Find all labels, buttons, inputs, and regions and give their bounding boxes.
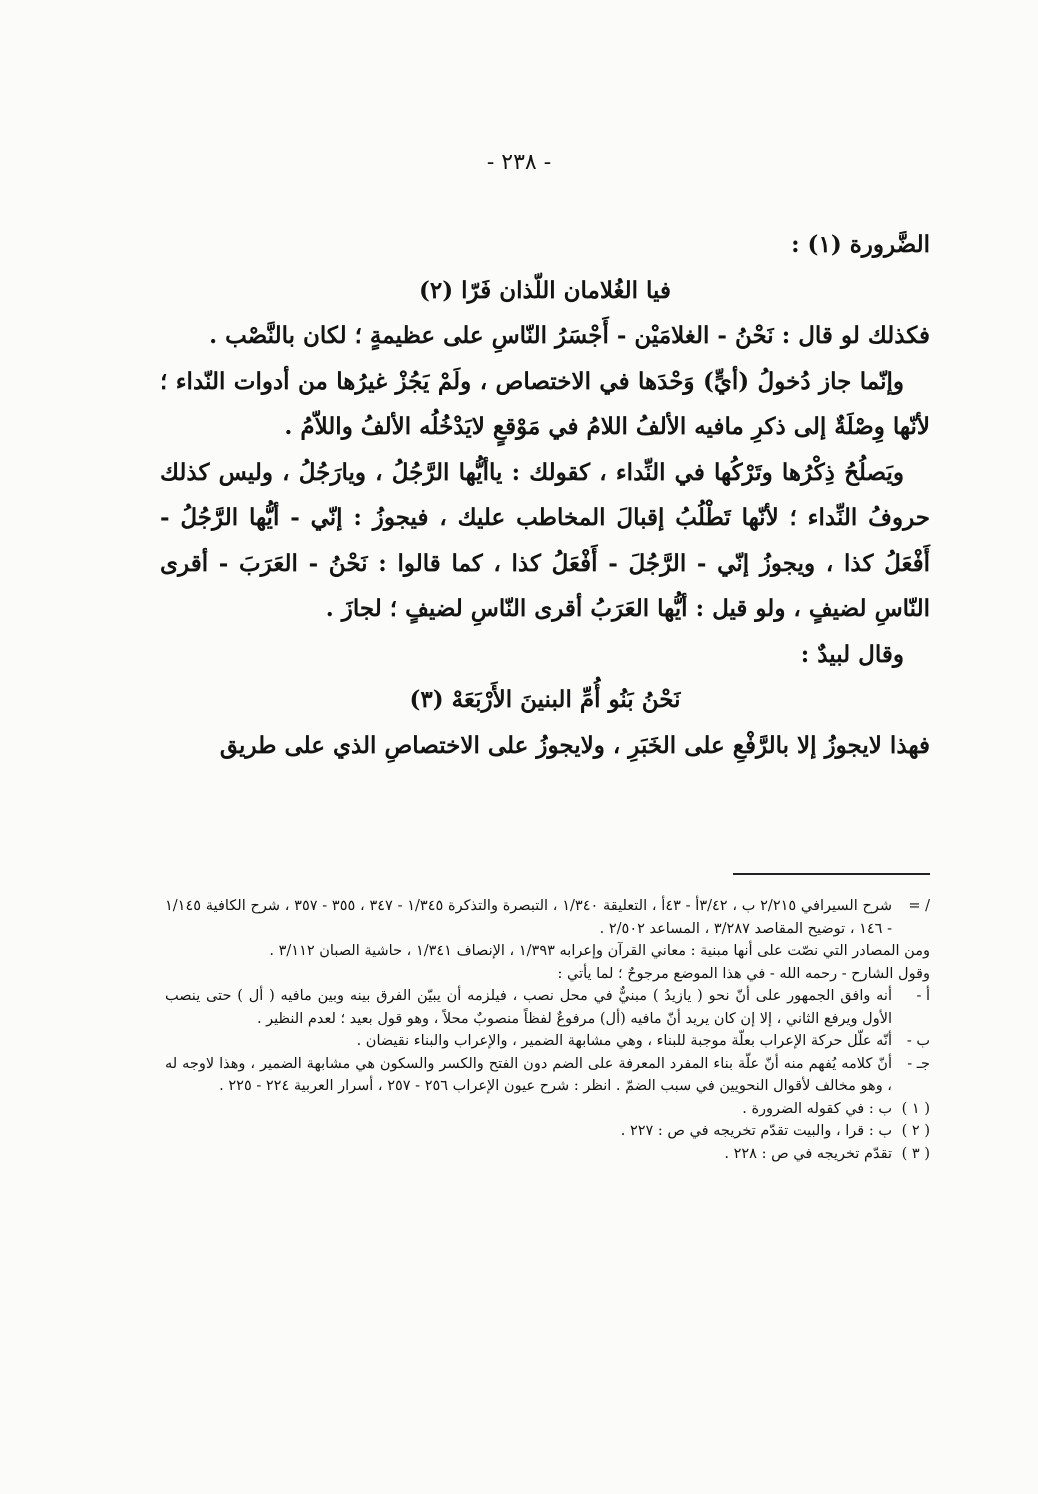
footnote-text: أنه وافق الجمهور على أنّ نحو ( يازيدُ ) مبنيٌّ في محل نصب ، فيلزمه أن يبيّن الفرق بينه وبين مافيه ( أل ) حتى ينصب الأول ويرفع الثاني ، إلا إن كان يريد أنّ مافيه (أل) مرفوعٌ لفظاً منصوبٌ محلاً ، وهو قول بعيد ؛ لعدم النظير . [165,988,892,1027]
footnote [165,940,930,963]
footnote-text: أنّ كلامه يُفهم منه أنّ علّة بناء المفرد المعرفة على الضم دون الفتح والكسر والسكون هي مشابهة الضمير ، وهذا لاوجه له ، وهو مخالف لأقوال النحويين في سبب الضمّ . انظر : شرح عيون الإعراب ٢٥٦ - ٢٥٧ ، أسرار العربية ٢٢٤ - ٢٢٥ . [165,1055,892,1094]
footnote-text: ب : قرا ، والبيت تقدّم تخريجه في ص : ٢٢٧ . [620,1123,892,1139]
footnote-text: ب : في كقوله الضرورة . [742,1100,892,1117]
footnote-mark: ( ١ ) [901,1100,930,1117]
footnote [165,895,930,940]
paragraph: فهذا لايجوزُ إلا بالرَّفْعِ على الخَبَرِ ، ولايجوزُ على الاختصاصِ الذي على طريق [219,731,930,759]
paragraph: وقال لبيدٌ : [800,640,904,668]
verse-line: نَحْنُ بَنُو أُمِّ البنينَ الأَرْبَعَهْ (٣) [409,686,681,713]
footnote-text: ومن المصادر التي نصّت على أنها مبنية : معاني القرآن وإعرابه ١/٣٩٣ ، الإنصاف ١/٣٤١ ، حاشية الصبان ٣/١١٢ . [269,943,930,959]
section-heading: الضَّرورة (١) : [791,231,930,258]
footnote-mark: جـ - [907,1055,930,1072]
footnote [165,1098,930,1121]
footnote-text: أنّه علّل حركة الإعراب بعلّة موجبة للبناء ، وهي مشابهة الضمير ، والإعراب والبناء نقيضان . [356,1033,892,1049]
footnote-mark: ب - [906,1033,930,1049]
main-text [160,222,930,768]
verse-line: فيا الغُلامان اللّذان فَرّا (٢) [419,276,671,304]
footnote [165,963,930,986]
footnote-text: تقدّم تخريجه في ص : ٢٢٨ . [724,1145,892,1162]
footnote-text: وقول الشارح - رحمه الله - في هذا الموضع مرجوحٌ ؛ لما يأتي : [557,965,930,982]
footnote [165,1053,930,1098]
page-number: - ٢٣٨ - [486,150,552,175]
footnote-mark: أ - [916,988,930,1004]
footnote [165,1120,930,1143]
footnote-mark: ( ٢ ) [901,1123,930,1139]
paragraph: وإنّما جاز دُخولُ (أيٍّ) وَحْدَها في الاختصاص ، ولَمْ يَجُزْ غيرُها من أدوات النّداء ؛ لأنّها وِصْلَةٌ إلى ذكرِ مافيه الألفُ اللامُ في مَوْقعٍ لايَدْخُلُه الألفُ واللاّمُ . [160,367,930,440]
footnote-mark: ( ٣ ) [901,1145,930,1162]
footnote-mark: / = [908,898,930,914]
footnote [165,1143,930,1166]
paragraph: ويَصلُحُ ذِكْرُها وتَرْكُها في النِّداء ، كقولك : ياأيُّها الرَّجُلُ ، ويارَجُلُ ، وليس كذلك حروفُ النِّداء ؛ لأنّها تَطْلُبُ إقبالَ المخاطب عليك ، فيجوزُ : إنّي - أيُّها الرَّجُلُ - أَفْعَلُ كذا ، ويجوزُ إنّي - الرَّجُلَ - أَفْعَلُ كذا ، كما قالوا : نَحْنُ - العَرَبَ - أقرى النّاسِ لضيفٍ ، ولو قيل : أيُّها العَرَبُ أقرى النّاسِ لضيفٍ ؛ لجازَ . [160,458,930,622]
footnote-text: شرح السيرافي ٢/٢١٥ ب ، ٣/٤٢أ - ٤٣أ ، التعليقة ١/٣٤٠ ، التبصرة والتذكرة ١/٣٤٥ - ٣٤٧ ، ٣٥٥ - ٣٥٧ ، شرح الكافية ١/١٤٥ - ١٤٦ ، توضيح المقاصد ٣/٢٨٧ ، المساعد ٢/٥٠٢ . [165,898,892,937]
footnotes [165,895,930,1165]
paragraph: فكذلك لو قال : نَحْنُ - الغلامَيْن - أَجْسَرُ النّاسِ على عظيمةٍ ؛ لكان بالنَّصْب . [209,322,930,349]
footnote [165,1030,930,1053]
footnote [165,985,930,1030]
footnote-separator [733,873,930,875]
